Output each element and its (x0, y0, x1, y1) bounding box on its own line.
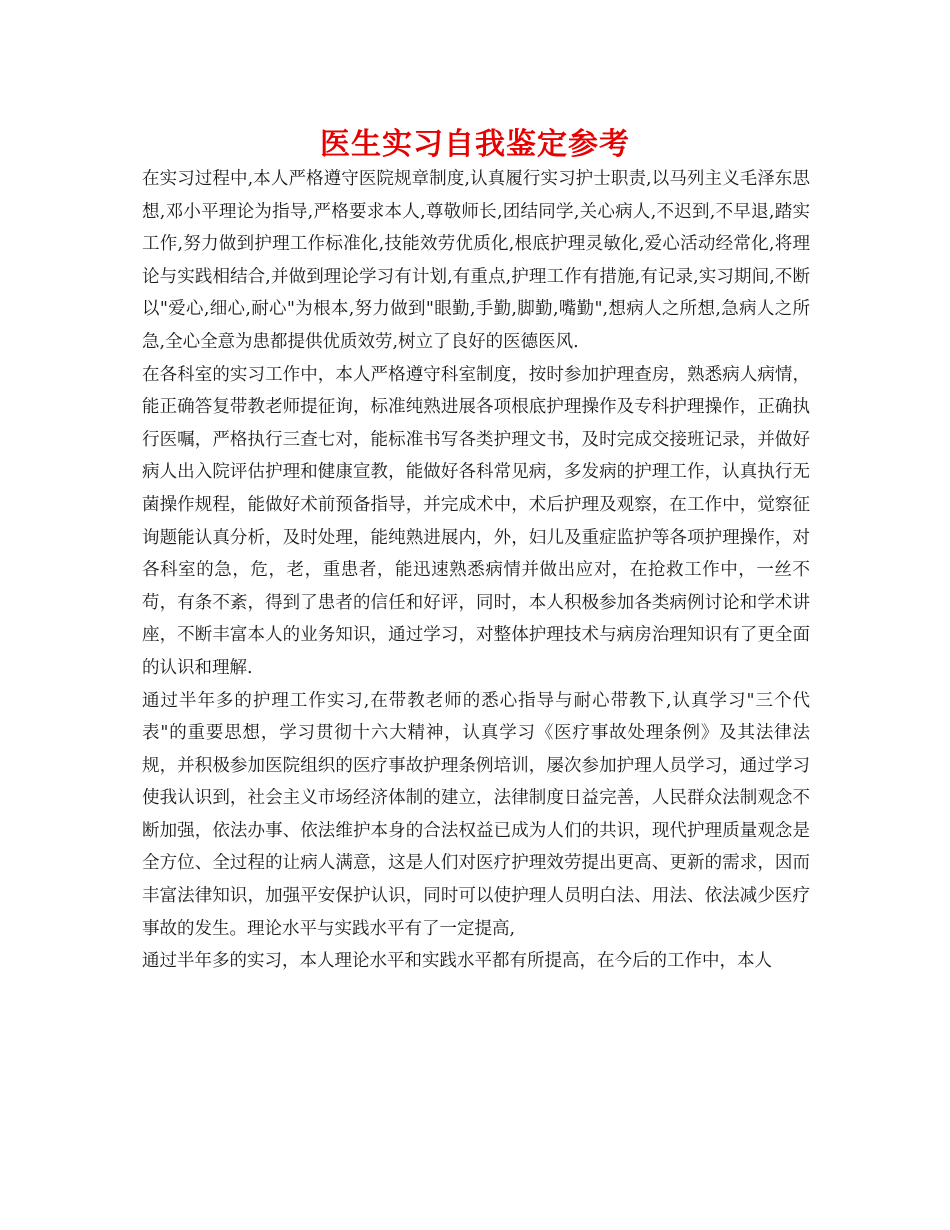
paragraph-4: 通过半年多的实习，本人理论水平和实践水平都有所提高，在今后的工作中，本人 (142, 951, 772, 972)
paragraph-3: 通过半年多的护理工作实习,在带教老师的悉心指导与耐心带教下,认真学习"三个代表"的重要思想，学习贯彻十六大精神，认真学习《医疗事故处理条例》及其法律法规，并积极参加医院组织的医疗事故护理条例培训，屡次参加护理人员学习，通过学习使我认识到，社会主义市场经济体制的建立，法律制度日益完善，人民群众法制观念不断加强，依法办事、依法维护本身的合法权益已成为人们的共识，现代护理质量观念是全方位、全过程的让病人满意，这是人们对医疗护理效劳提出更高、更新的需求，因而丰富法律知识，加强平安保护认识，同时可以使护理人员明白法、用法、依法减少医疗事故的发生。理论水平与实践水平有了一定提高, (142, 690, 810, 939)
paragraph-1: 在实习过程中,本人严格遵守医院规章制度,认真履行实习护士职责,以马列主义毛泽东思想,邓小平理论为指导,严格要求本人,尊敬师长,团结同学,关心病人,不迟到,不早退,踏实工作,努力做到护理工作标准化,技能效劳优质化,根底护理灵敏化,爱心活动经常化,将理论与实践相结合,并做到理论学习有计划,有重点,护理工作有措施,有记录,实习期间,不断以"爱心,细心,耐心"为根本,努力做到"眼勤,手勤,脚勤,嘴勤",想病人之所想,急病人之所急,全心全意为患都提供优质效劳,树立了良好的医德医风. (142, 169, 810, 352)
paragraph-2: 在各科室的实习工作中，本人严格遵守科室制度，按时参加护理查房，熟悉病人病情，能正确答复带教老师提征询，标准纯熟进展各项根底护理操作及专科护理操作，正确执行医嘱，严格执行三查七对，能标准书写各类护理文书，及时完成交接班记录，并做好病人出入院评估护理和健康宣教，能做好各科常见病，多发病的护理工作，认真执行无菌操作规程，能做好术前预备指导，并完成术中，术后护理及观察，在工作中，觉察征询题能认真分析，及时处理，能纯熟进展内，外，妇儿及重症监护等各项护理操作，对各科室的急，危，老，重患者，能迅速熟悉病情并做出应对，在抢救工作中，一丝不苟，有条不紊，得到了患者的信任和好评，同时，本人积极参加各类病例讨论和学术讲座，不断丰富本人的业务知识，通过学习，对整体护理技术与病房治理知识有了更全面的认识和理解. (142, 364, 810, 678)
document-body (142, 163, 810, 978)
document-title: 医生实习自我鉴定参考 (320, 127, 630, 162)
